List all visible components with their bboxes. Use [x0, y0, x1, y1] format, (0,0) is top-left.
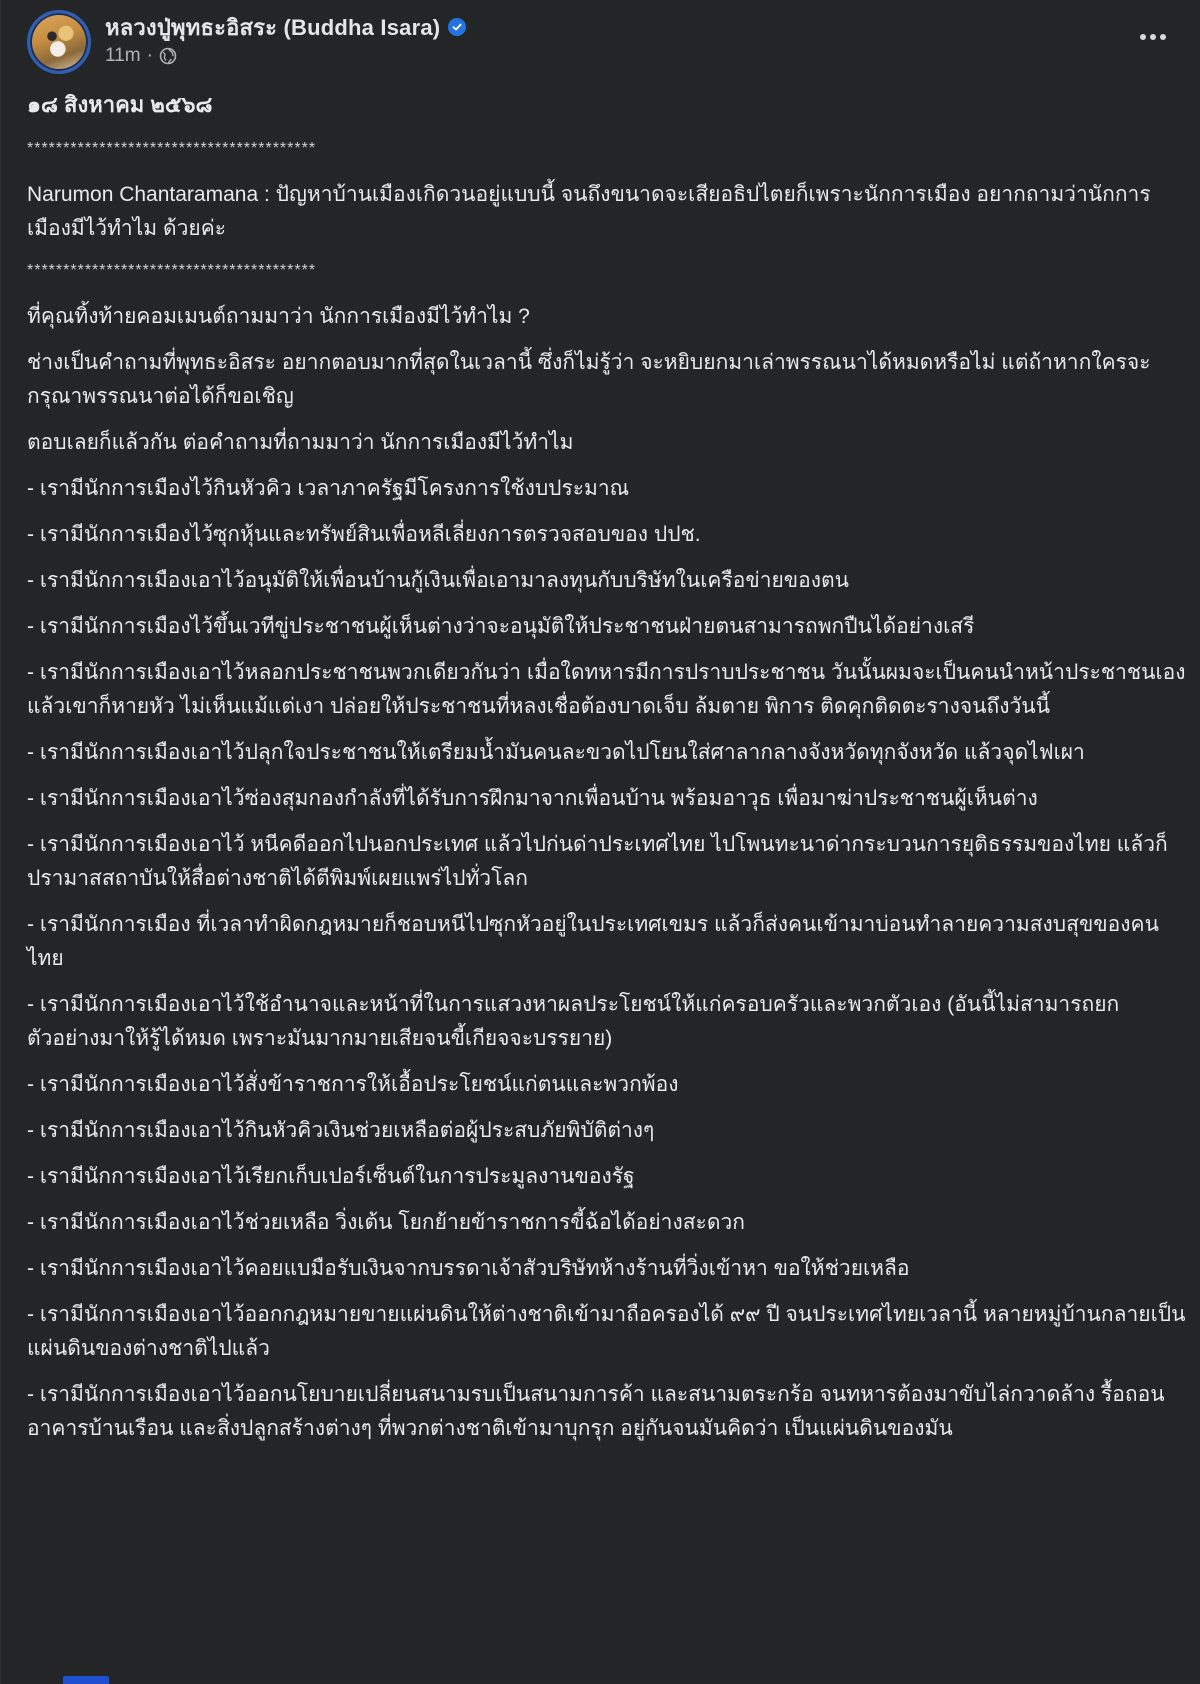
intro-answer: ตอบเลยก็แล้วกัน ต่อคำถามที่ถามมาว่า นักการเมืองมีไว้ทำไม [27, 431, 574, 454]
list-item: - เรามีนักการเมืองไว้กินหัวคิว เวลาภาครัฐมีโครงการใช้งบประมาณ [27, 477, 630, 500]
list-item: - เรามีนักการเมืองเอาไว้อนุมัติให้เพื่อนบ้านกู้เงินเพื่อเอามาลงทุนกับบริษัทในเครือข่ายของตน [27, 569, 850, 592]
verified-badge-icon [448, 18, 466, 36]
more-dot-icon [1160, 34, 1166, 40]
list-item: - เรามีนักการเมืองเอาไว้เรียกเก็บเปอร์เซ็นต์ในการประมูลงานของรัฐ [27, 1165, 635, 1188]
author-name[interactable]: หลวงปู่พุทธะอิสระ (Buddha Isara) [105, 14, 441, 40]
author-avatar[interactable] [27, 10, 91, 74]
divider-stars: **************************************** [27, 140, 317, 157]
list-item: - เรามีนักการเมืองไว้ซุกหุ้นและทรัพย์สินเพื่อหลีเลี่ยงการตรวจสอบของ ปปช. [27, 523, 701, 546]
intro-question: ที่คุณทิ้งท้ายคอมเมนต์ถามมาว่า นักการเมืองมีไว้ทำไม ? [27, 305, 530, 328]
post-meta [105, 12, 466, 70]
author-name-row [105, 12, 466, 42]
list-item: - เรามีนักการเมืองไว้ขึ้นเวทีขู่ประชาชนผู้เห็นต่างว่าจะอนุมัติให้ประชาชนฝ่ายตนสามารถพกปืนได้อย่างเสรี [27, 615, 975, 638]
list-item: - เรามีนักการเมืองเอาไว้ออกกฎหมายขายแผ่นดินให้ต่างชาติเข้ามาถือครองได้ ๙๙ ปี จนประเทศไทยเวลานี้ หลายหมู่บ้านกลายเป็นแผ่นดินของต่างชาติไปแล้ว [27, 1303, 1186, 1360]
more-dot-icon [1150, 34, 1156, 40]
list-item: - เรามีนักการเมืองเอาไว้คอยแบมือรับเงินจากบรรดาเจ้าสัวบริษัทห้างร้านที่วิ่งเข้าหา ขอให้ช่วยเหลือ [27, 1257, 910, 1280]
post-date: ๑๘ สิงหาคม ๒๕๖๘ [27, 92, 213, 117]
partial-image-thumbnail [63, 1676, 109, 1684]
post-subline [105, 42, 466, 70]
globe-icon[interactable] [159, 47, 177, 65]
separator-dot: · [146, 45, 153, 66]
list-item: - เรามีนักการเมืองเอาไว้ออกนโยบายเปลี่ยนสนามรบเป็นสนามการค้า และสนามตระกร้อ จนทหารต้องมาขับไล่กวาดล้าง รื้อถอนอาคารบ้านเรือน และสิ่งปลูกสร้างต่างๆ ที่พวกต่างชาติเข้ามาบุกรุก อยู่กันจนมันคิดว่า เป็นแผ่นดินของมัน [27, 1383, 1165, 1440]
list-item: - เรามีนักการเมืองเอาไว้ใช้อำนาจและหน้าที่ในการแสวงหาผลประโยชน์ให้แก่ครอบครัวและพวกตัวเอง (อันนี้ไม่สามารถยกตัวอย่างมาให้รู้ได้หมด เพราะมันมากมายเสียจนขี้เกียจจะบรรยาย) [27, 993, 1120, 1050]
list-item: - เรามีนักการเมืองเอาไว้สั่งข้าราชการให้เอื้อประโยชน์แก่ตนและพวกพ้อง [27, 1073, 679, 1096]
list-item: - เรามีนักการเมืองเอาไว้ปลุกใจประชาชนให้เตรียมน้ำมันคนละขวดไปโยนใส่ศาลากลางจังหวัดทุกจังหวัด แล้วจุดไฟเผา [27, 741, 1085, 764]
list-item: - เรามีนักการเมืองเอาไว้ซ่องสุมกองกำลังที่ได้รับการฝึกมาจากเพื่อนบ้าน พร้อมอาวุธ เพื่อมาฆ่าประชาชนผู้เห็นต่าง [27, 787, 1038, 810]
post-body [27, 88, 1187, 1446]
list-item: - เรามีนักการเมืองเอาไว้ หนีคดีออกไปนอกประเทศ แล้วไปก่นด่าประเทศไทย ไปโพนทะนาด่ากระบวนการยุติธรรมของไทย แล้วก็ปรามาสสถาบันให้สื่อต่างชาติได้ตีพิมพ์เผยแพร่ไปทั่วโลก [27, 833, 1168, 890]
post-timestamp[interactable]: 11m [105, 45, 141, 66]
post-header [27, 10, 466, 80]
list-item: - เรามีนักการเมือง ที่เวลาทำผิดกฎหมายก็ชอบหนีไปซุกหัวอยู่ในประเทศเขมร แล้วก็ส่งคนเข้ามาบ่อนทำลายความสงบสุขของคนไทย [27, 913, 1159, 970]
more-dot-icon [1140, 34, 1146, 40]
intro-paragraph: ช่างเป็นคำถามที่พุทธะอิสระ อยากตอบมากที่สุดในเวลานี้ ซึ่งก็ไม่รู้ว่า จะหยิบยกมาเล่าพรรณนาได้หมดหรือไม่ แต่ถ้าหากใครจะกรุณาพรรณนาต่อได้ก็ขอเชิญ [27, 351, 1151, 408]
more-options-button[interactable] [1134, 28, 1172, 46]
list-item: - เรามีนักการเมืองเอาไว้หลอกประชาชนพวกเดียวกันว่า เมื่อใดทหารมีการปราบประชาชน วันนั้นผมจะเป็นคนนำหน้าประชาชนเอง แล้วเขาก็หายหัว ไม่เห็นแม้แต่เงา ปล่อยให้ประชาชนที่หลงเชื่อต้องบาดเจ็บ ล้มตาย พิการ ติดคุกติดตะรางจนถึงวันนี้ [27, 661, 1186, 718]
list-item: - เรามีนักการเมืองเอาไว้ช่วยเหลือ วิ่งเต้น โยกย้ายข้าราชการขี้ฉ้อได้อย่างสะดวก [27, 1211, 745, 1234]
list-item: - เรามีนักการเมืองเอาไว้กินหัวคิวเงินช่วยเหลือต่อผู้ประสบภัยพิบัติต่างๆ [27, 1119, 655, 1142]
divider-stars: **************************************** [27, 262, 317, 279]
quoted-comment: Narumon Chantaramana : ปัญหาบ้านเมืองเกิดวนอยู่แบบนี้ จนถึงขนาดจะเสียอธิปไตยก็เพราะนักการเมือง อยากถามว่านักการเมืองมีไว้ทำไม ด้วยค่ะ [27, 183, 1151, 240]
